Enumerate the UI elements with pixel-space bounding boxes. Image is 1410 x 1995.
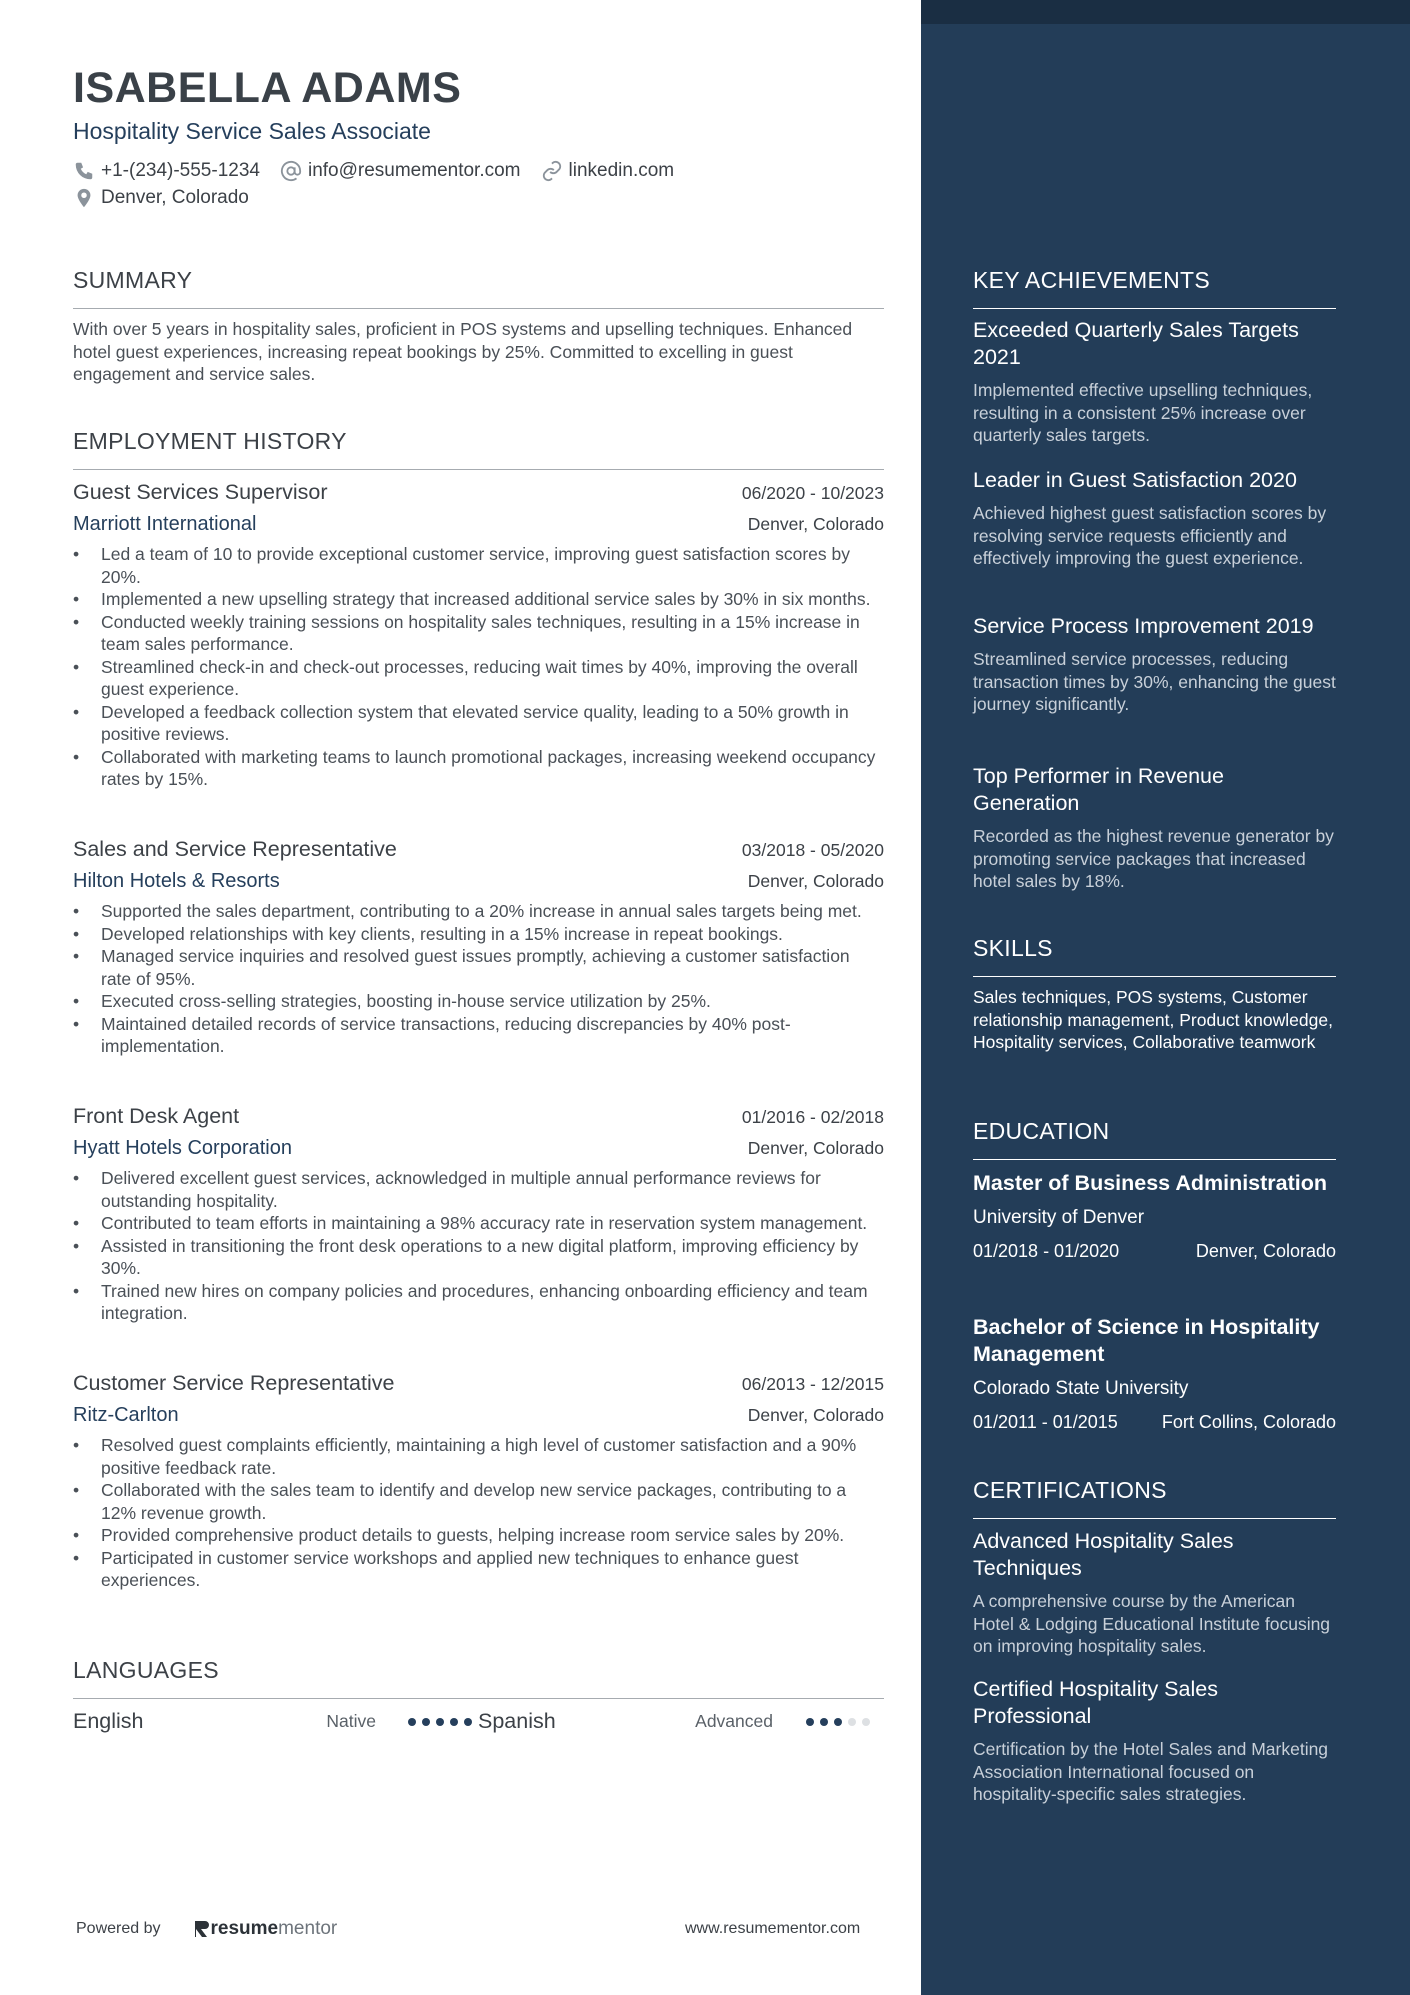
summary-heading: SUMMARY: [73, 267, 884, 309]
job-location: Denver, Colorado: [747, 1405, 884, 1425]
sidebar-topbar: [921, 0, 1410, 24]
rating-dot-filled: [806, 1718, 814, 1726]
job-dates: 06/2020 - 10/2023: [741, 483, 884, 503]
education-degree: Bachelor of Science in Hospitality Management: [973, 1315, 1320, 1366]
achievements-heading: KEY ACHIEVEMENTS: [973, 267, 1336, 309]
job-bullet: • Collaborated with the sales team to identify and develop new service packages, contributing to a 12% revenue growth.: [73, 1479, 884, 1524]
achievement-title: Exceeded Quarterly Sales Targets 2021: [973, 318, 1299, 369]
at-icon: [280, 160, 302, 182]
job-dates: 06/2013 - 12/2015: [741, 1374, 884, 1394]
rating-dot-filled: [820, 1718, 828, 1726]
job-role: Front Desk Agent: [73, 1104, 240, 1128]
rating-dot-filled: [408, 1718, 416, 1726]
contact-location: [73, 187, 249, 209]
job-bullets: [73, 900, 884, 1058]
job-entry: [73, 837, 884, 1058]
language-item: [73, 1709, 478, 1734]
job-bullet: • Developed a feedback collection system that elevated service quality, leading to a 50% growth in positive reviews.: [73, 701, 884, 746]
location-text: Denver, Colorado: [101, 187, 249, 208]
job-company: Hilton Hotels & Resorts: [73, 870, 280, 892]
language-level: Advanced: [695, 1711, 773, 1731]
rating-dot-empty: [848, 1718, 856, 1726]
candidate-name: ISABELLA ADAMS: [73, 64, 462, 112]
logo-text-light: mentor: [278, 1918, 338, 1939]
achievement-item: [973, 763, 1336, 893]
contact-phone[interactable]: [73, 160, 260, 182]
education-school: University of Denver: [973, 1207, 1145, 1228]
job-location: Denver, Colorado: [747, 871, 884, 891]
job-bullet: • Collaborated with marketing teams to launch promotional packages, increasing weekend occupancy rates by 15%.: [73, 746, 884, 791]
education-location: Denver, Colorado: [1195, 1241, 1336, 1261]
education-school: Colorado State University: [973, 1378, 1189, 1399]
job-bullet: • Assisted in transitioning the front desk operations to a new digital platform, improving efficiency by 30%.: [73, 1235, 884, 1280]
candidate-title: Hospitality Service Sales Associate: [73, 118, 431, 144]
logo-icon: [193, 1919, 211, 1939]
education-item: [973, 1170, 1336, 1262]
job-entry: [73, 1371, 884, 1592]
job-dates: 03/2018 - 05/2020: [741, 840, 884, 860]
skills-text: Sales techniques, POS systems, Customer relationship management, Product knowledge, Hospitality services, Collaborative teamwork: [973, 987, 1333, 1052]
job-bullet: • Resolved guest complaints efficiently, maintaining a high level of customer satisfaction and a 90% positive feedback rate.: [73, 1434, 884, 1479]
rating-dot-filled: [436, 1718, 444, 1726]
job-bullet: • Led a team of 10 to provide exceptional customer service, improving guest satisfaction scores by 20%.: [73, 543, 884, 588]
job-company: Hyatt Hotels Corporation: [73, 1137, 292, 1159]
achievement-item: [973, 467, 1336, 570]
language-name: Spanish: [478, 1709, 556, 1733]
language-level: Native: [326, 1711, 376, 1731]
job-company: Ritz-Carlton: [73, 1404, 179, 1426]
certifications-heading: CERTIFICATIONS: [973, 1477, 1336, 1519]
language-rating: [806, 1718, 876, 1726]
powered-by-text: Powered by: [76, 1920, 161, 1937]
achievement-desc: Recorded as the highest revenue generator by promoting service packages that increased hotel sales by 18%.: [973, 826, 1334, 891]
job-bullets: [73, 1434, 884, 1592]
achievement-item: [973, 317, 1336, 447]
rating-dot-empty: [862, 1718, 870, 1726]
job-bullet: • Streamlined check-in and check-out processes, reducing wait times by 40%, improving the overall guest experience.: [73, 656, 884, 701]
education-location: Fort Collins, Colorado: [1161, 1412, 1336, 1432]
link-icon: [541, 160, 563, 182]
certification-desc: A comprehensive course by the American Hotel & Lodging Educational Institute focusing on improving hospitality sales.: [973, 1591, 1331, 1656]
job-dates: 01/2016 - 02/2018: [741, 1107, 884, 1127]
rating-dot-filled: [834, 1718, 842, 1726]
footer-powered-by: [76, 1918, 337, 1940]
rating-dot-filled: [422, 1718, 430, 1726]
job-location: Denver, Colorado: [747, 1138, 884, 1158]
contact-row-location: [73, 187, 269, 209]
contact-linkedin[interactable]: [541, 160, 675, 182]
job-bullet: • Executed cross-selling strategies, boosting in-house service utilization by 25%.: [73, 990, 884, 1013]
contact-email[interactable]: [280, 160, 521, 182]
footer-website[interactable]: www.resumementor.com: [685, 1920, 861, 1937]
job-bullet: • Conducted weekly training sessions on hospitality sales techniques, resulting in a 15% increase in team sales performance.: [73, 611, 884, 656]
languages-row: [73, 1709, 884, 1734]
rating-dot-filled: [464, 1718, 472, 1726]
location-pin-icon: [73, 187, 95, 209]
job-bullet: • Participated in customer service workshops and applied new techniques to enhance guest experiences.: [73, 1547, 884, 1592]
rating-dot-filled: [450, 1718, 458, 1726]
resumementor-logo[interactable]: [193, 1918, 338, 1940]
job-entry: [73, 480, 884, 791]
achievement-title: Top Performer in Revenue Generation: [973, 764, 1224, 815]
job-company: Marriott International: [73, 513, 257, 535]
job-bullet: • Contributed to team efforts in maintaining a 98% accuracy rate in reservation system management.: [73, 1212, 884, 1235]
education-heading: EDUCATION: [973, 1118, 1336, 1160]
certification-desc: Certification by the Hotel Sales and Marketing Association International focused on hospitality-specific sales strategies.: [973, 1739, 1329, 1804]
certification-title: Certified Hospitality Sales Professional: [973, 1677, 1218, 1728]
achievement-item: [973, 613, 1336, 716]
job-bullet: • Delivered excellent guest services, acknowledged in multiple annual performance reviews for outstanding hospitality.: [73, 1167, 884, 1212]
achievement-title: Service Process Improvement 2019: [973, 614, 1314, 638]
job-bullet: • Supported the sales department, contributing to a 20% increase in annual sales targets being met.: [73, 900, 884, 923]
employment-heading: EMPLOYMENT HISTORY: [73, 428, 884, 470]
job-bullet: • Maintained detailed records of service transactions, reducing discrepancies by 40% post-implementation.: [73, 1013, 884, 1058]
certification-item: [973, 1528, 1336, 1658]
job-bullet: • Implemented a new upselling strategy that increased additional service sales by 30% in six months.: [73, 588, 884, 611]
job-bullet: • Managed service inquiries and resolved guest issues promptly, achieving a customer satisfaction rate of 95%.: [73, 945, 884, 990]
education-dates: 01/2018 - 01/2020: [973, 1241, 1120, 1261]
job-bullets: [73, 543, 884, 791]
job-role: Customer Service Representative: [73, 1371, 395, 1395]
job-location: Denver, Colorado: [747, 514, 884, 534]
job-role: Guest Services Supervisor: [73, 480, 328, 504]
phone-text: +1-(234)-555-1234: [101, 160, 260, 181]
achievement-desc: Achieved highest guest satisfaction scores by resolving service requests efficiently and effectively improving the guest experience.: [973, 503, 1327, 568]
linkedin-text: linkedin.com: [568, 160, 675, 181]
job-bullet: • Trained new hires on company policies and procedures, enhancing onboarding efficiency and team integration.: [73, 1280, 884, 1325]
certification-title: Advanced Hospitality Sales Techniques: [973, 1529, 1234, 1580]
skills-heading: SKILLS: [973, 935, 1336, 977]
achievement-desc: Implemented effective upselling techniques, resulting in a consistent 25% increase over quarterly sales targets.: [973, 380, 1313, 445]
job-bullet: • Provided comprehensive product details to guests, helping increase room service sales by 20%.: [73, 1524, 884, 1547]
phone-icon: [73, 160, 95, 182]
job-entry: [73, 1104, 884, 1325]
job-bullets: [73, 1167, 884, 1325]
language-name: English: [73, 1709, 144, 1733]
logo-text-bold: resume: [210, 1918, 279, 1939]
email-text: info@resumementor.com: [307, 160, 521, 181]
achievement-title: Leader in Guest Satisfaction 2020: [973, 468, 1297, 492]
contact-row: [73, 160, 694, 182]
language-item: [478, 1709, 884, 1734]
sidebar: [921, 0, 1410, 1995]
job-role: Sales and Service Representative: [73, 837, 397, 861]
education-item: [973, 1314, 1336, 1433]
summary-text: With over 5 years in hospitality sales, proficient in POS systems and upselling techniques. Enhanced hotel guest experiences, increasing repeat bookings by 25%. Committed to excelling in guest engagement and service sales.: [73, 319, 853, 384]
achievement-desc: Streamlined service processes, reducing transaction times by 30%, enhancing the guest journey significantly.: [973, 649, 1336, 714]
job-bullet: • Developed relationships with key clients, resulting in a 15% increase in repeat bookings.: [73, 923, 884, 946]
languages-heading: LANGUAGES: [73, 1657, 884, 1699]
certification-item: [973, 1676, 1336, 1806]
education-dates: 01/2011 - 01/2015: [973, 1412, 1118, 1432]
education-degree: Master of Business Administration: [973, 1171, 1328, 1195]
language-rating: [408, 1718, 478, 1726]
